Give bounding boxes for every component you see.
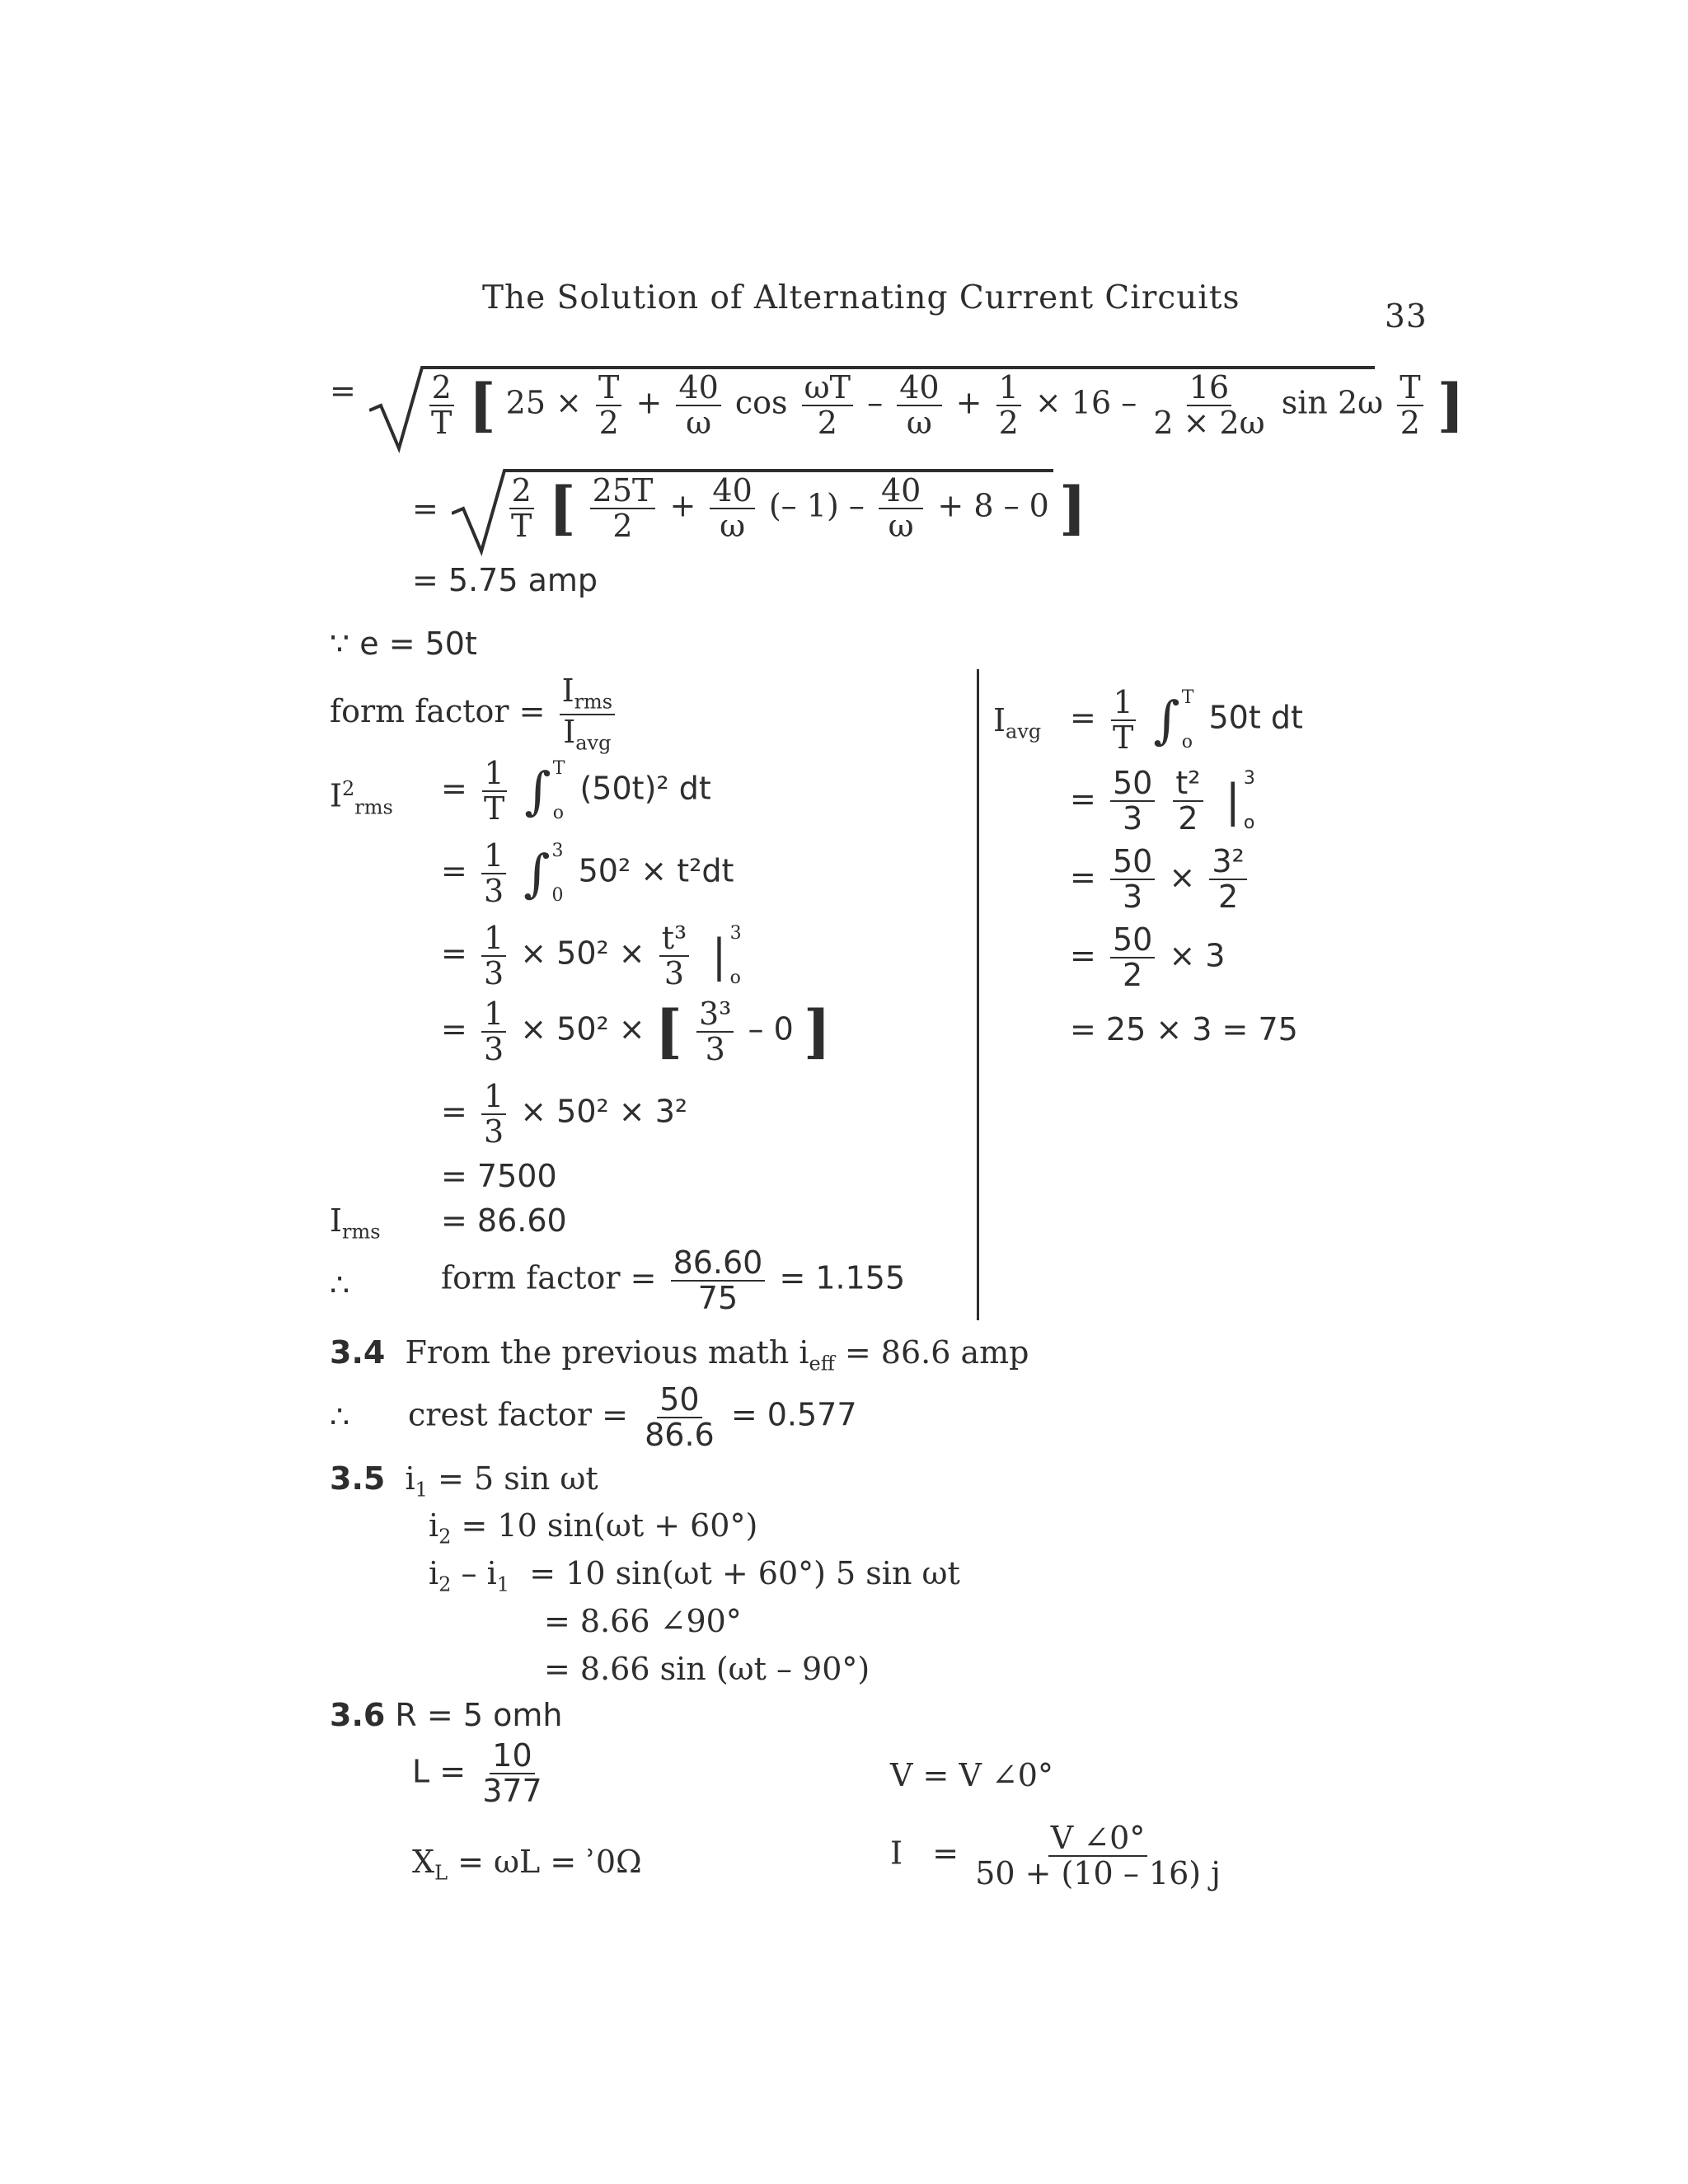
fraction: $\frac{16}{2 \times 2\omega}$: [1153, 369, 1265, 442]
fraction: $\frac{10}{377}$: [482, 1737, 542, 1810]
inductance-value: L = $\frac{10}{377}$: [412, 1739, 549, 1808]
rms-line-1-expression: $\frac{2}{T}$ [ 25 × $\frac{T}{2}$ + $\frac{40}{\omega}$ cos $\frac{\omega T}{2}$ – $\frac{40}{\omega}$ + $\frac{1}{2}$ × 16 – $\frac{16}{2 \times 2\omega}$ sin 2ω $\frac{T}{2}$ ]: [424, 371, 1465, 440]
evaluation-bar: |: [711, 930, 727, 982]
fraction: $\frac{1}{2}$: [996, 371, 1021, 440]
fraction: $\frac{T}{2}$: [596, 371, 621, 440]
voltage-phasor: V = V ∠0°: [890, 1757, 1053, 1793]
fraction: $\frac{1}{3}$: [481, 839, 506, 908]
problem-3-5-line-3: $i_2 - i_1 = 10$ sin(ωt + 60°) 5 sin ωt: [429, 1555, 960, 1596]
problem-3-5-line-2: $i_2 = 10$ sin(ωt + 60°): [429, 1507, 758, 1549]
form-factor-result: form factor = $\frac{86.60}{75}$ = 1.155: [441, 1244, 906, 1317]
rms-step-6: = 7500: [441, 1158, 557, 1194]
fraction: $\frac{\text{3³}}{3}$: [696, 997, 734, 1066]
bracket-open: [: [654, 997, 682, 1066]
fraction: $\frac{40}{\omega}$: [676, 371, 720, 440]
fraction: $\frac{\text{t³}}{3}$: [659, 921, 690, 991]
iavg-label: $I_{avg}$: [993, 702, 1042, 743]
reactance-value: $X_L = \omega L$ = ʾ0Ω: [412, 1844, 642, 1885]
fraction: $\frac{50}{3}$: [1110, 845, 1155, 914]
integral-sign: ∫: [523, 843, 551, 904]
fraction: $\frac{1}{3}$: [481, 1080, 506, 1149]
rms-step-2: = $\frac{1}{3}$ ∫ 3 0 50² × t²dt: [441, 837, 734, 910]
rms-line-2-expression: $\frac{2}{T}$ [ $\frac{25T}{2}$ + $\frac{40}{\omega}$ (– 1) – $\frac{40}{\omega}$ + 8 – 0 ]: [504, 474, 1086, 543]
avg-step-4: = $\frac{50}{2}$ × 3: [1070, 921, 1226, 994]
problem-3-5-line-4: = 8.66 ∠90°: [544, 1603, 742, 1639]
integral-limits: T o: [1181, 687, 1194, 753]
problem-3-6-line-1: 3.6 R = 5 omh: [330, 1697, 563, 1733]
avg-step-2: = $\frac{50}{3}$ $\frac{\text{t²}}{2}$ | 3 o: [1070, 765, 1255, 837]
column-divider: [977, 669, 979, 1320]
fraction: $\frac{1}{T}$: [481, 757, 507, 826]
irms-label: $I_{rms}$: [330, 1202, 381, 1244]
page-header-title: The Solution of Alternating Current Circuits: [482, 279, 1240, 316]
fraction: $\frac{\omega T}{2}$: [802, 371, 853, 440]
irms-value: = 86.60: [441, 1202, 567, 1239]
problem-3-5-line-5: = 8.66 sin (ωt – 90°): [544, 1651, 870, 1687]
fraction: $\frac{\text{t²}}{2}$: [1173, 766, 1203, 836]
evaluation-limits: 3 o: [729, 923, 742, 989]
rms-result-value: = 5.75 amp: [412, 562, 598, 598]
term: 25 ×: [505, 384, 582, 421]
bracket-close: ]: [803, 997, 831, 1066]
fraction: $\frac{\text{3²}}{2}$: [1209, 845, 1246, 914]
fraction: $\frac{50}{3}$: [1110, 766, 1155, 836]
bracket-close: ]: [1437, 371, 1465, 440]
problem-number: 3.4: [330, 1334, 386, 1371]
problem-3-4-statement: 3.4 From the previous math $i_{eff} = 86.6$ amp: [330, 1334, 1029, 1376]
rms-step-5: = $\frac{1}{3}$ × 50² × 3²: [441, 1078, 688, 1151]
equals-sign: =: [330, 373, 356, 409]
i2rms-label: $I^2_{rms}$: [330, 777, 393, 819]
evaluation-limits: 3 o: [1243, 768, 1255, 834]
integral-sign: ∫: [524, 761, 551, 822]
fraction: $\frac{1}{3}$: [481, 921, 506, 991]
avg-step-3: = $\frac{50}{3}$ × $\frac{\text{3²}}{2}$: [1070, 845, 1251, 914]
integral-limits: 3 0: [551, 841, 564, 907]
problem-number: 3.6: [330, 1697, 386, 1733]
integral-sign: ∫: [1153, 690, 1180, 751]
fraction: $\frac{I_{rms}}{I_{avg}}$: [560, 674, 616, 754]
fraction: $\frac{1}{T}$: [1110, 686, 1136, 755]
rms-line-2: [412, 490, 438, 527]
form-factor-definition: form factor = $\frac{I_{rms}}{I_{avg}}$: [330, 674, 619, 754]
avg-step-5: = 25 × 3 = 75: [1070, 1011, 1298, 1047]
bracket-close: ]: [1058, 474, 1087, 543]
fraction: $\frac{25T}{2}$: [590, 474, 656, 543]
therefore-symbol: ∴: [330, 1267, 350, 1303]
fraction: $\frac{40}{\omega}$: [897, 371, 941, 440]
avg-step-1: = $\frac{1}{T}$ ∫ T o 50t dt: [1070, 684, 1303, 757]
bracket-open: [: [468, 371, 496, 440]
therefore-symbol: ∴: [330, 1399, 350, 1435]
equals-sign: =: [412, 490, 438, 527]
fraction: $\frac{V \angle 0^\circ}{50 + (10 - 16) j}$: [975, 1820, 1221, 1892]
bracket-open: [: [548, 474, 576, 543]
fraction: $\frac{40}{\omega}$: [879, 474, 923, 543]
rms-step-1: = $\frac{1}{T}$ ∫ T o (50t)² dt: [441, 755, 711, 827]
current-phasor: I = $\frac{V \angle 0^\circ}{50 + (10 - 16) j}$: [890, 1821, 1227, 1891]
integral-limits: T o: [552, 758, 565, 824]
rms-line-1: [330, 373, 356, 409]
fraction: $\frac{50}{86.6}$: [645, 1381, 715, 1454]
fraction: $\frac{T}{2}$: [1397, 371, 1423, 440]
rms-step-4: = $\frac{1}{3}$ × 50² × [ $\frac{\text{3³}}{3}$ – 0 ]: [441, 996, 831, 1068]
fraction: $\frac{86.60}{75}$: [671, 1246, 766, 1315]
fraction: $\frac{40}{\omega}$: [710, 474, 754, 543]
given-equation: ∵ e = 50t: [330, 626, 477, 662]
fraction: $\frac{50}{2}$: [1110, 923, 1155, 992]
evaluation-bar: |: [1225, 775, 1240, 827]
problem-number: 3.5: [330, 1460, 386, 1497]
fraction: $\frac{2}{T}$: [509, 474, 534, 543]
fraction: $\frac{2}{T}$: [429, 371, 454, 440]
crest-factor-result: crest factor = $\frac{50}{86.6}$ = 0.577: [408, 1381, 857, 1454]
rms-step-3: = $\frac{1}{3}$ × 50² × $\frac{\text{t³}}{3}$ | 3 o: [441, 920, 742, 992]
page-number: 33: [1385, 298, 1428, 335]
problem-3-5-line-1: 3.5 $i_1 = 5$ sin ωt: [330, 1460, 598, 1502]
fraction: $\frac{1}{3}$: [481, 997, 506, 1066]
